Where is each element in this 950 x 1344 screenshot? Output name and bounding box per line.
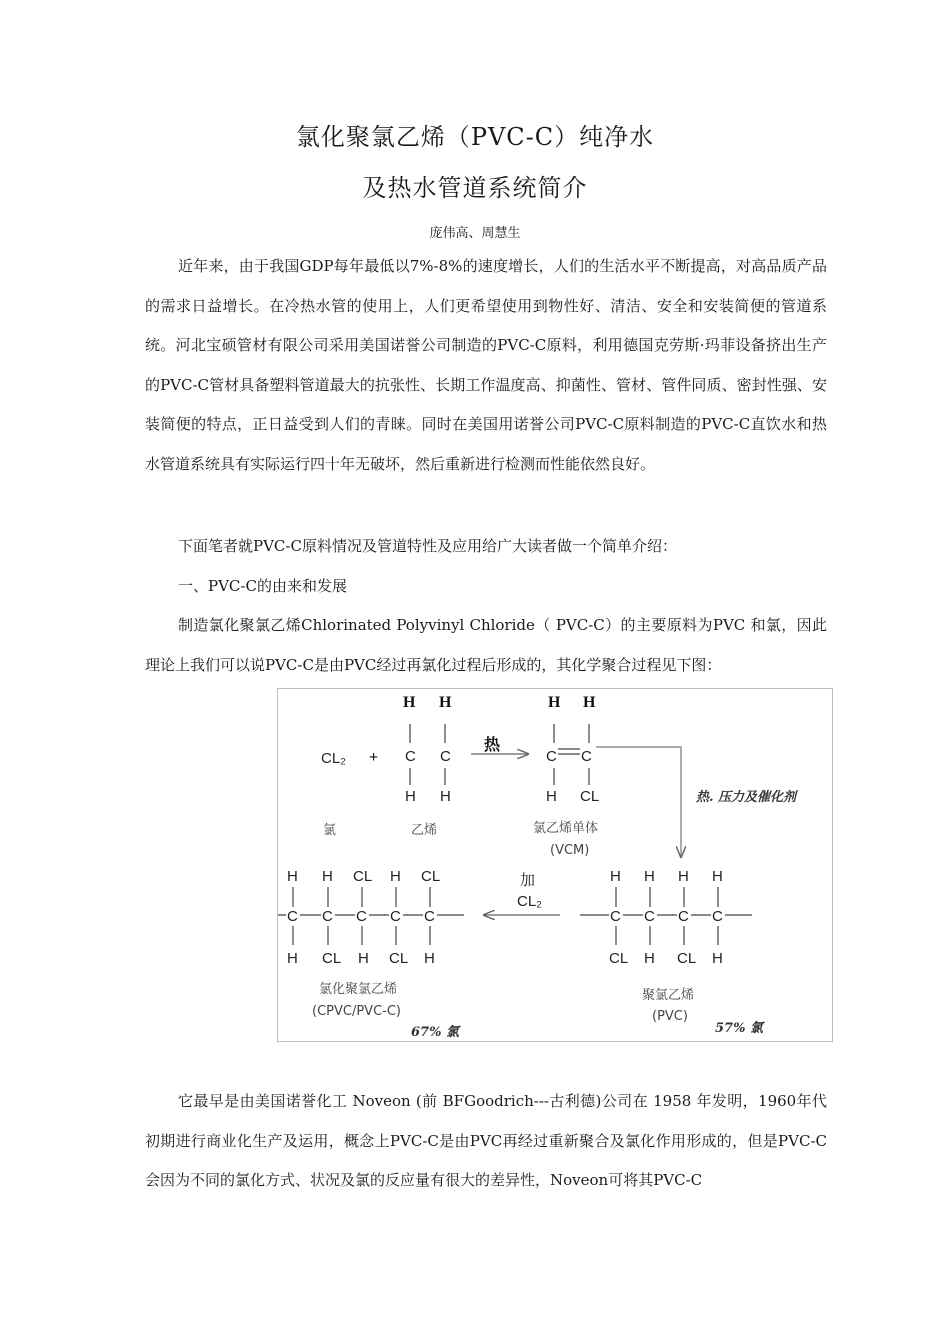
label-pvc: (PVC) (652, 1009, 688, 1024)
cpvc-c-4: C (390, 908, 401, 925)
cpvc-top-1: H (287, 868, 298, 885)
pvc-structure (580, 868, 752, 967)
paragraph-intro: 近年来，由于我国GDP每年最低以7%-8%的速度增长，人们的生活水平不断提高，对高品质产品的需求日益增长。在冷热水管的使用上，人们更希望使用到物性好、清洁、安全和安装简便的管道系统。河北宝硕管材有限公司采用美国诺誉公司制造的PVC-C原料，利用德国克劳斯·玛菲设备挤出生产的PVC-C管材具备塑料管道最大的抗张性、长期工作温度高、抑菌性、管材、管件同质、密封性强、安装简便的特点，正日益受到人们的青睐。同时在美国用诺誉公司PVC-C原料制造的PVC-C直饮水和热水管道系统具有实际运行四十年无破坏，然后重新进行检测而性能依然良好。 (145, 257, 827, 473)
heat-label: 热 (484, 737, 501, 754)
cpvc-chlorine-percent: 67% 氯 (411, 1025, 459, 1040)
authors: 庞伟高、周慧生 (429, 226, 521, 241)
label-vcm-cn: 氯乙烯单体 (533, 821, 599, 836)
label-chlorine: 氯 (323, 823, 337, 838)
title-line-1: 氯化聚氯乙烯（PVC-C）纯净水 (295, 123, 655, 151)
add-cl2-label: CL₂ (517, 893, 542, 910)
heat-pressure-catalyst-label: 热. 压力及催化剂 (696, 790, 797, 805)
cpvc-bot-2: CL (322, 950, 342, 967)
cpvc-c-1: C (287, 908, 298, 925)
paragraph-raw-materials: 制造氯化聚氯乙烯Chlorinated Polyvinyl Chloride（ PVC-C）的主要原料为PVC 和氯，因此理论上我们可以说PVC-C是由PVC经过再氯化过程后形成的，其化学聚合过程见下图： (145, 616, 827, 674)
ethylene-c2: C (440, 748, 451, 765)
ethylene-c1: C (405, 748, 416, 765)
vcm-c1: C (546, 748, 557, 765)
chemical-process-figure (277, 688, 833, 1042)
reaction-diagram (278, 689, 834, 1043)
section-heading-origin: 一、PVC-C的由来和发展 (178, 577, 347, 595)
plus-sign: + (369, 749, 379, 766)
cl2-formula: CL₂ (321, 750, 346, 767)
pvc-top-3: H (678, 868, 689, 885)
cpvc-c-3: C (356, 908, 367, 925)
pvc-c-2: C (644, 908, 655, 925)
cpvc-bot-1: H (287, 950, 298, 967)
vcm-h3: H (546, 788, 557, 805)
pvc-bot-1: CL (609, 950, 629, 967)
pvc-top-4: H (712, 868, 723, 885)
ethylene-h3: H (405, 788, 416, 805)
label-vcm: (VCM) (550, 843, 590, 858)
title-line-2: 及热水管道系统简介 (362, 174, 588, 202)
paragraph-history: 它最早是由美国诺誉化工 Noveon (前 BFGoodrich---古利德)公司在 1958 年发明，1960年代初期进行商业化生产及运用，概念上PVC-C是由PVC再经过重新聚合及氯化作用形成的，但是PVC-C会因为不同的氯化方式、状况及氯的反应量有很大的差异性，Noveon可将其PVC-C (145, 1092, 827, 1189)
cpvc-top-2: H (322, 868, 333, 885)
cpvc-bot-4: CL (389, 950, 409, 967)
ethylene-h4: H (440, 788, 451, 805)
cpvc-top-5: CL (421, 868, 441, 885)
add-label: 加 (520, 872, 536, 889)
label-pvc-cn: 聚氯乙烯 (642, 988, 695, 1003)
pvc-c-4: C (712, 908, 723, 925)
cpvc-structure (278, 868, 464, 967)
cpvc-top-3: CL (353, 868, 373, 885)
label-cpvc-cn: 氯化聚氯乙烯 (319, 982, 398, 997)
pvc-bot-4: H (712, 950, 723, 967)
vcm-c2: C (581, 748, 592, 765)
pvc-c-3: C (678, 908, 689, 925)
paragraph-overview: 下面笔者就PVC-C原料情况及管道特性及应用给广大读者做一个简单介绍： (178, 537, 677, 555)
pvc-top-2: H (644, 868, 655, 885)
ethylene-h1: H (403, 694, 416, 711)
vcm-h2: H (583, 694, 596, 711)
vcm-cl: CL (580, 788, 600, 805)
cpvc-bot-3: H (358, 950, 369, 967)
cpvc-c-5: C (424, 908, 435, 925)
pvc-top-1: H (610, 868, 621, 885)
label-ethylene: 乙烯 (411, 823, 438, 838)
pvc-c-1: C (610, 908, 621, 925)
pvc-bot-3: CL (677, 950, 697, 967)
label-cpvc: (CPVC/PVC-C) (312, 1004, 401, 1019)
ethylene-h2: H (439, 694, 452, 711)
cpvc-bot-5: H (424, 950, 435, 967)
vcm-h1: H (548, 694, 561, 711)
pvc-bot-2: H (644, 950, 655, 967)
pvc-chlorine-percent: 57% 氯 (715, 1021, 763, 1036)
cpvc-top-4: H (390, 868, 401, 885)
cpvc-c-2: C (322, 908, 333, 925)
